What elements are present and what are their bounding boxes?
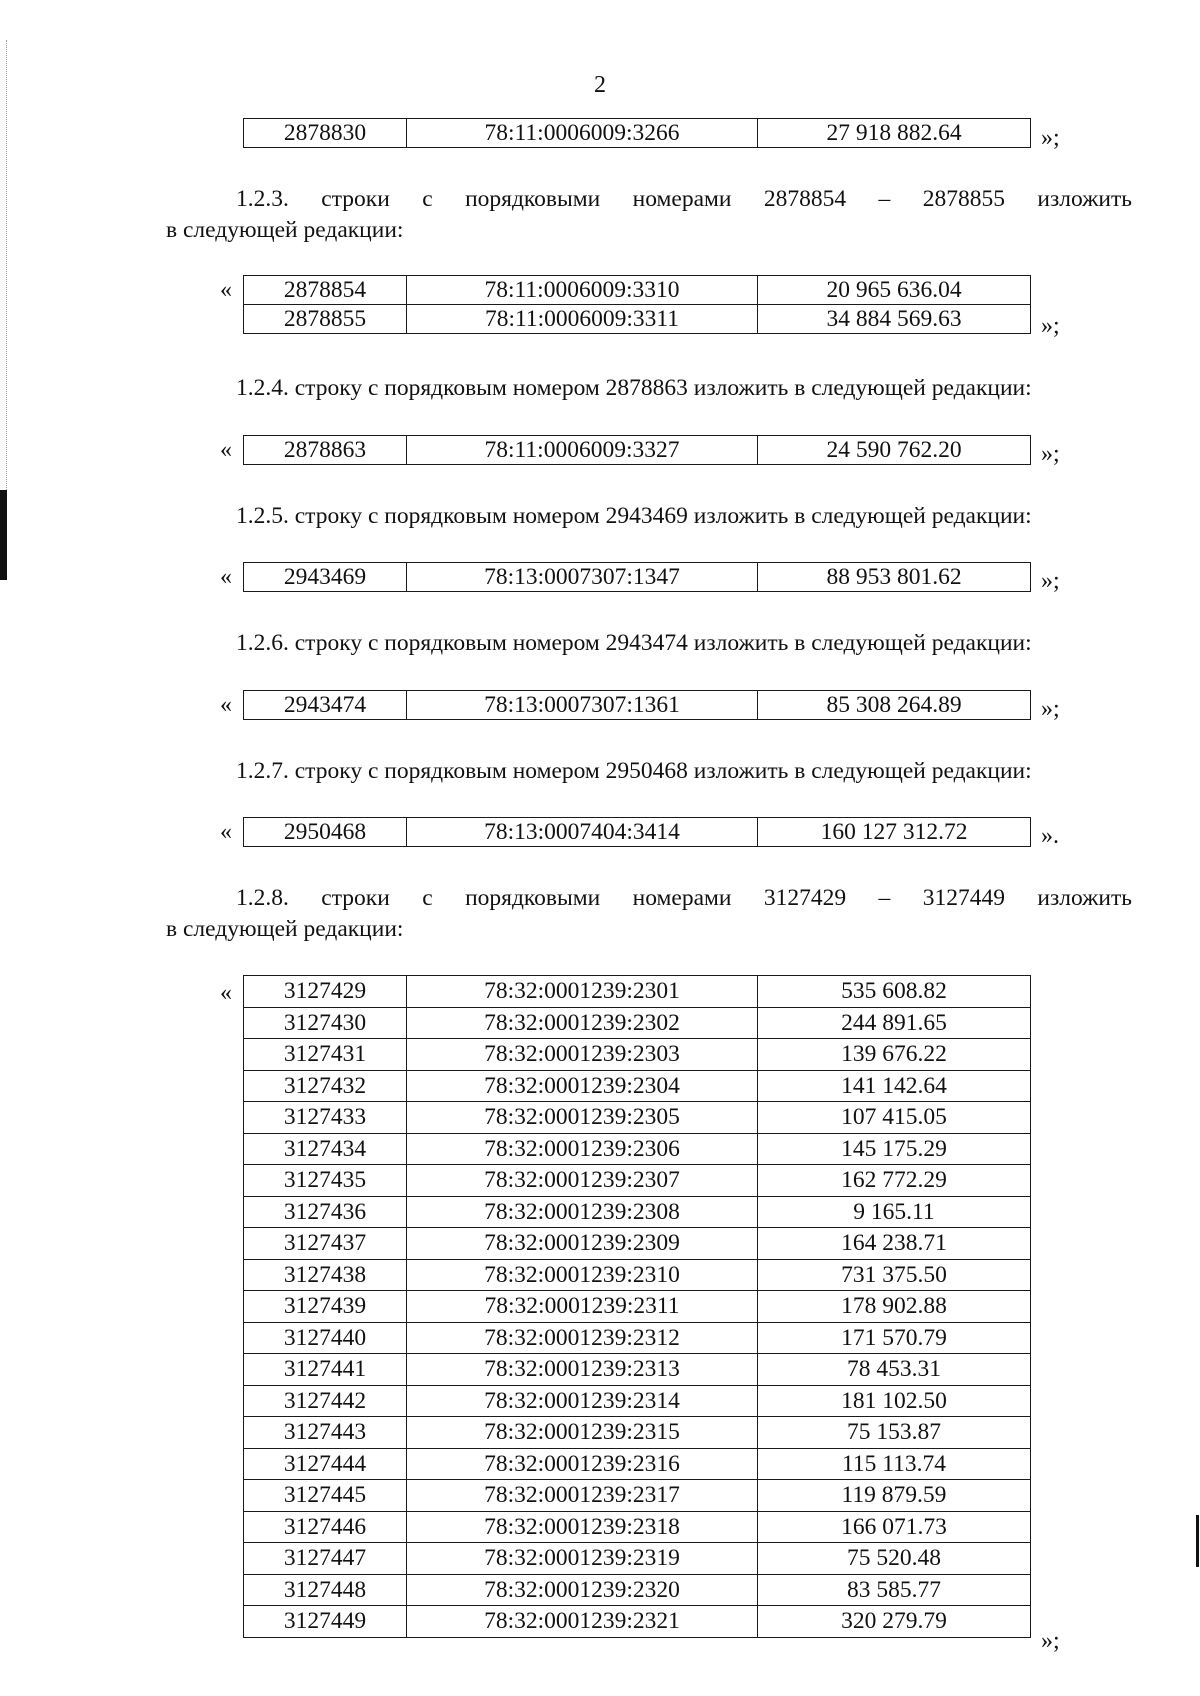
row-number-cell: 3127437 — [244, 1228, 407, 1260]
paragraph-1-2-3-line1 — [166, 184, 1132, 215]
row-number-cell: 2943469 — [244, 563, 407, 592]
cadastral-value-cell: 119 879.59 — [758, 1480, 1031, 1512]
cadastral-value-cell: 34 884 569.63 — [758, 305, 1031, 334]
row-number-cell: 2878830 — [244, 119, 407, 148]
close-quote: »; — [1041, 441, 1060, 467]
cadastral-value-cell: 320 279.79 — [758, 1606, 1031, 1638]
cadastral-value-cell: 27 918 882.64 — [758, 119, 1031, 148]
cadastral-value-cell: 115 113.74 — [758, 1448, 1031, 1480]
table-row — [244, 1574, 1031, 1606]
paragraph-1-2-6: 1.2.6. строку с порядковым номером 2943474 изложить в следующей редакции: — [236, 630, 1032, 656]
row-number-cell: 3127438 — [244, 1259, 407, 1291]
close-quote: ». — [1041, 823, 1059, 849]
row-number-cell: 3127429 — [244, 976, 407, 1008]
row-number-cell: 3127433 — [244, 1102, 407, 1134]
cadastral-number-cell: 78:32:0001239:2302 — [407, 1007, 758, 1039]
table-row — [244, 1259, 1031, 1291]
cadastral-value-cell: 9 165.11 — [758, 1196, 1031, 1228]
table-row — [244, 119, 1031, 148]
cadastral-number-cell: 78:32:0001239:2320 — [407, 1574, 758, 1606]
table-row-2878863 — [243, 435, 1031, 465]
cadastral-value-cell: 139 676.22 — [758, 1039, 1031, 1071]
open-quote: « — [220, 437, 232, 463]
cadastral-value-cell: 178 902.88 — [758, 1291, 1031, 1323]
cadastral-value-cell: 145 175.29 — [758, 1133, 1031, 1165]
paragraph-word: строки — [321, 186, 390, 212]
table-row — [244, 1511, 1031, 1543]
row-number-cell: 3127440 — [244, 1322, 407, 1354]
table-row — [244, 305, 1031, 334]
table-row-2878830 — [243, 118, 1031, 148]
cadastral-number-cell: 78:32:0001239:2305 — [407, 1102, 758, 1134]
table-row — [244, 436, 1031, 465]
paragraph-word: с — [422, 186, 433, 212]
table-row — [244, 1385, 1031, 1417]
paragraph-1-2-5: 1.2.5. строку с порядковым номером 2943469 изложить в следующей редакции: — [236, 503, 1032, 529]
cadastral-number-cell: 78:32:0001239:2319 — [407, 1543, 758, 1575]
paragraph-word: 1.2.3. — [236, 186, 289, 212]
cadastral-number-cell: 78:32:0001239:2315 — [407, 1417, 758, 1449]
paragraph-word: строки — [321, 885, 390, 911]
paragraph-1-2-8 — [166, 883, 1132, 945]
close-quote: »; — [1041, 1628, 1060, 1654]
table-row — [244, 1448, 1031, 1480]
table-row — [244, 1543, 1031, 1575]
row-number-cell: 3127431 — [244, 1039, 407, 1071]
cadastral-number-cell: 78:32:0001239:2316 — [407, 1448, 758, 1480]
table-row — [244, 1133, 1031, 1165]
row-number-cell: 3127442 — [244, 1385, 407, 1417]
open-quote: « — [220, 564, 232, 590]
cadastral-number-cell: 78:32:0001239:2321 — [407, 1606, 758, 1638]
row-number-cell: 2878863 — [244, 436, 407, 465]
close-quote: »; — [1041, 125, 1060, 151]
cadastral-number-cell: 78:11:0006009:3311 — [407, 305, 758, 334]
row-number-cell: 3127446 — [244, 1511, 407, 1543]
table-row — [244, 1007, 1031, 1039]
paragraph-word: изложить — [1037, 186, 1132, 212]
paragraph-word: 2878854 — [763, 186, 847, 212]
paragraph-word: с — [422, 885, 433, 911]
table-row-2943469 — [243, 562, 1031, 592]
row-number-cell: 2878854 — [244, 276, 407, 305]
table-row — [244, 1291, 1031, 1323]
paragraph-word: порядковыми — [465, 186, 601, 212]
row-number-cell: 3127432 — [244, 1070, 407, 1102]
paragraph-word: 3127429 — [763, 885, 847, 911]
cadastral-value-cell: 535 608.82 — [758, 976, 1031, 1008]
cadastral-value-cell: 75 520.48 — [758, 1543, 1031, 1575]
paragraph-1-2-7: 1.2.7. строку с порядковым номером 2950468 изложить в следующей редакции: — [236, 758, 1032, 784]
cadastral-number-cell: 78:32:0001239:2313 — [407, 1354, 758, 1386]
table-row — [244, 1039, 1031, 1071]
paragraph-word: номерами — [632, 885, 732, 911]
table-row — [244, 1228, 1031, 1260]
table-row — [244, 1102, 1031, 1134]
paragraph-word: – — [878, 186, 891, 212]
row-number-cell: 3127447 — [244, 1543, 407, 1575]
paragraph-word: 2878855 — [922, 186, 1005, 212]
table-row — [244, 1322, 1031, 1354]
close-quote: »; — [1041, 568, 1060, 594]
row-number-cell: 3127449 — [244, 1606, 407, 1638]
paragraph-1-2-8-line2: в следующей редакции: — [166, 916, 404, 942]
cadastral-number-cell: 78:13:0007404:3414 — [407, 818, 758, 847]
close-quote: »; — [1041, 313, 1060, 339]
row-number-cell: 3127435 — [244, 1165, 407, 1197]
table-row — [244, 691, 1031, 720]
cadastral-value-cell: 244 891.65 — [758, 1007, 1031, 1039]
cadastral-value-cell: 731 375.50 — [758, 1259, 1031, 1291]
row-number-cell: 2950468 — [244, 818, 407, 847]
cadastral-number-cell: 78:32:0001239:2311 — [407, 1291, 758, 1323]
cadastral-number-cell: 78:32:0001239:2306 — [407, 1133, 758, 1165]
cadastral-number-cell: 78:11:0006009:3310 — [407, 276, 758, 305]
close-quote: »; — [1041, 696, 1060, 722]
cadastral-value-cell: 160 127 312.72 — [758, 818, 1031, 847]
cadastral-value-cell: 83 585.77 — [758, 1574, 1031, 1606]
open-quote: « — [220, 277, 232, 303]
scan-edge-line — [6, 40, 7, 500]
cadastral-value-cell: 78 453.31 — [758, 1354, 1031, 1386]
table-row — [244, 1165, 1031, 1197]
cadastral-number-cell: 78:32:0001239:2317 — [407, 1480, 758, 1512]
cadastral-value-cell: 162 772.29 — [758, 1165, 1031, 1197]
paragraph-word: номерами — [632, 186, 732, 212]
paragraph-1-2-3 — [166, 184, 1132, 246]
cadastral-number-cell: 78:13:0007307:1347 — [407, 563, 758, 592]
paragraph-word: порядковыми — [465, 885, 601, 911]
cadastral-value-cell: 20 965 636.04 — [758, 276, 1031, 305]
cadastral-number-cell: 78:32:0001239:2309 — [407, 1228, 758, 1260]
row-number-cell: 3127444 — [244, 1448, 407, 1480]
open-quote: « — [220, 692, 232, 718]
paragraph-1-2-4: 1.2.4. строку с порядковым номером 2878863 изложить в следующей редакции: — [236, 375, 1032, 401]
cadastral-value-cell: 181 102.50 — [758, 1385, 1031, 1417]
paragraph-1-2-3-line2: в следующей редакции: — [166, 217, 404, 243]
cadastral-number-cell: 78:32:0001239:2308 — [407, 1196, 758, 1228]
cadastral-value-cell: 75 153.87 — [758, 1417, 1031, 1449]
table-row — [244, 1417, 1031, 1449]
cadastral-value-cell: 164 238.71 — [758, 1228, 1031, 1260]
row-number-cell: 2943474 — [244, 691, 407, 720]
row-number-cell: 3127430 — [244, 1007, 407, 1039]
cadastral-number-cell: 78:32:0001239:2318 — [407, 1511, 758, 1543]
table-row — [244, 1196, 1031, 1228]
row-number-cell: 2878855 — [244, 305, 407, 334]
table-rows-2878854-2878855 — [243, 275, 1031, 334]
row-number-cell: 3127448 — [244, 1574, 407, 1606]
table-row-2943474 — [243, 690, 1031, 720]
cadastral-number-cell: 78:13:0007307:1361 — [407, 691, 758, 720]
table-row-2950468 — [243, 817, 1031, 847]
cadastral-number-cell: 78:32:0001239:2301 — [407, 976, 758, 1008]
open-quote: « — [220, 819, 232, 845]
table-row — [244, 1606, 1031, 1638]
cadastral-number-cell: 78:32:0001239:2314 — [407, 1385, 758, 1417]
table-row — [244, 1070, 1031, 1102]
paragraph-1-2-8-line1 — [166, 883, 1132, 914]
cadastral-number-cell: 78:11:0006009:3327 — [407, 436, 758, 465]
scan-edge-mark — [0, 490, 7, 580]
page-number: 2 — [594, 72, 606, 98]
cadastral-number-cell: 78:32:0001239:2303 — [407, 1039, 758, 1071]
cadastral-value-cell: 171 570.79 — [758, 1322, 1031, 1354]
cadastral-value-cell: 166 071.73 — [758, 1511, 1031, 1543]
table-row — [244, 1354, 1031, 1386]
row-number-cell: 3127441 — [244, 1354, 407, 1386]
table-row — [244, 818, 1031, 847]
paragraph-word: 1.2.8. — [236, 885, 289, 911]
cadastral-value-cell: 85 308 264.89 — [758, 691, 1031, 720]
table-row — [244, 976, 1031, 1008]
row-number-cell: 3127436 — [244, 1196, 407, 1228]
cadastral-number-cell: 78:11:0006009:3266 — [407, 119, 758, 148]
row-number-cell: 3127445 — [244, 1480, 407, 1512]
cadastral-number-cell: 78:32:0001239:2310 — [407, 1259, 758, 1291]
table-rows-3127429-3127449 — [243, 975, 1031, 1638]
cadastral-number-cell: 78:32:0001239:2312 — [407, 1322, 758, 1354]
scan-edge-mark — [1196, 1515, 1199, 1567]
paragraph-word: изложить — [1037, 885, 1132, 911]
row-number-cell: 3127434 — [244, 1133, 407, 1165]
cadastral-value-cell: 24 590 762.20 — [758, 436, 1031, 465]
cadastral-value-cell: 141 142.64 — [758, 1070, 1031, 1102]
table-row — [244, 563, 1031, 592]
paragraph-word: – — [878, 885, 891, 911]
row-number-cell: 3127443 — [244, 1417, 407, 1449]
row-number-cell: 3127439 — [244, 1291, 407, 1323]
cadastral-number-cell: 78:32:0001239:2307 — [407, 1165, 758, 1197]
cadastral-value-cell: 107 415.05 — [758, 1102, 1031, 1134]
cadastral-value-cell: 88 953 801.62 — [758, 563, 1031, 592]
paragraph-word: 3127449 — [922, 885, 1005, 911]
open-quote: « — [220, 980, 232, 1006]
table-row — [244, 276, 1031, 305]
table-row — [244, 1480, 1031, 1512]
cadastral-number-cell: 78:32:0001239:2304 — [407, 1070, 758, 1102]
